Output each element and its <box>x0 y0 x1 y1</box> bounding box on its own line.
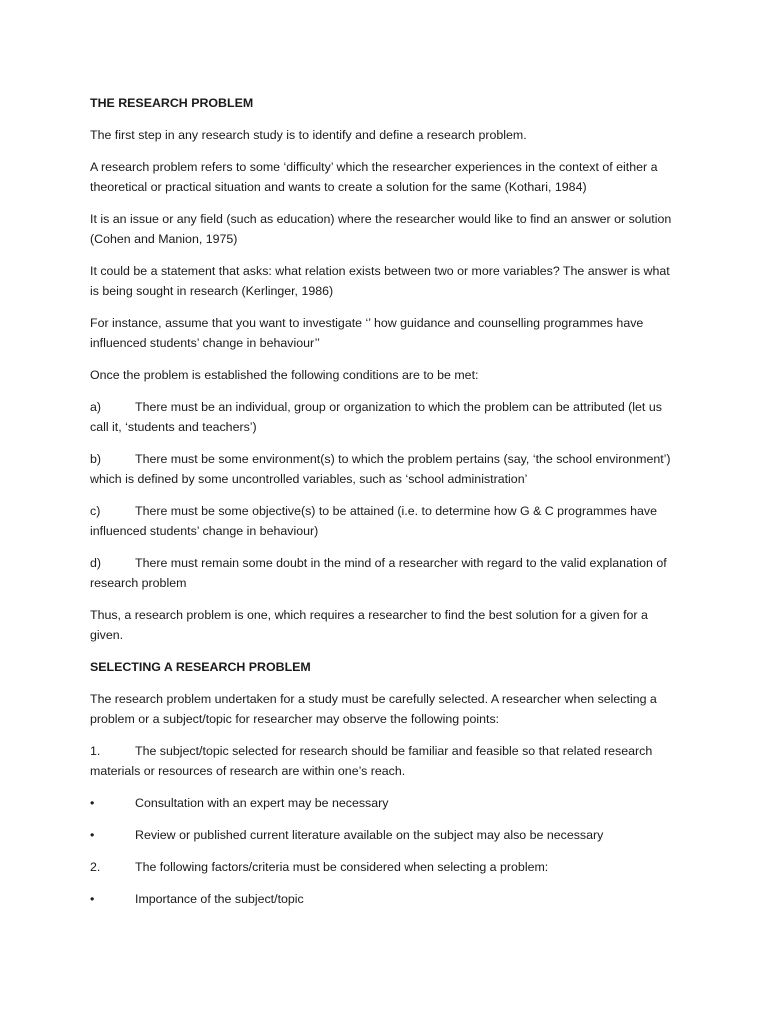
list-item-point-1 <box>90 741 680 781</box>
paragraph: It could be a statement that asks: what relation exists between two or more variables? The answer is what is being sought in research (Kerlinger, 1986) <box>90 264 670 298</box>
bullet-marker: • <box>90 828 95 842</box>
paragraph: The first step in any research study is to identify and define a research problem. <box>90 128 527 142</box>
list-item-text: There must be some objective(s) to be attained (i.e. to determine how G & C programmes have influenced students’ change in behaviour) <box>90 504 658 538</box>
paragraph: For instance, assume that you want to investigate ‘’ how guidance and counselling programmes have influenced students’ change in behaviour’’ <box>90 316 644 350</box>
list-item-text: There must be an individual, group or organization to which the problem can be attributed (let us call it, ‘students and teachers’) <box>90 400 662 434</box>
list-marker: 2. <box>90 860 101 874</box>
list-item-text: Review or published current literature available on the subject may also be necessary <box>135 828 604 842</box>
document-page <box>90 93 680 921</box>
list-item-bullet <box>90 889 680 909</box>
bullet-marker: • <box>90 796 95 810</box>
list-item-condition-c <box>90 501 680 541</box>
list-item-bullet <box>90 825 680 845</box>
list-item-text: The subject/topic selected for research should be familiar and feasible so that related research materials or resources of research are within one’s reach. <box>90 744 653 778</box>
paragraph: The research problem undertaken for a study must be carefully selected. A researcher when selecting a problem or a subject/topic for researcher may observe the following points: <box>90 692 657 726</box>
list-marker: 1. <box>90 744 101 758</box>
list-item-condition-a <box>90 397 680 437</box>
list-marker: c) <box>90 504 101 518</box>
paragraph: Thus, a research problem is one, which requires a researcher to find the best solution for a given for a given. <box>90 608 648 642</box>
paragraph: It is an issue or any field (such as education) where the researcher would like to find an answer or solution (Cohen and Manion, 1975) <box>90 212 672 246</box>
list-item-text: Consultation with an expert may be necessary <box>135 796 389 810</box>
paragraph: Once the problem is established the following conditions are to be met: <box>90 368 479 382</box>
list-item-text: Importance of the subject/topic <box>135 892 304 906</box>
bullet-marker: • <box>90 892 95 906</box>
list-marker: d) <box>90 556 102 570</box>
list-item-text: There must remain some doubt in the mind of a researcher with regard to the valid explanation of research problem <box>90 556 667 590</box>
list-item-point-2 <box>90 857 680 877</box>
list-item-text: There must be some environment(s) to which the problem pertains (say, ‘the school environment’) which is defined by some uncontrolled variables, such as ‘school administration’ <box>90 452 671 486</box>
section-heading-selecting-problem: SELECTING A RESEARCH PROBLEM <box>90 660 311 674</box>
list-item-bullet <box>90 793 680 813</box>
list-item-condition-b <box>90 449 680 489</box>
list-item-text: The following factors/criteria must be considered when selecting a problem: <box>135 860 549 874</box>
list-item-condition-d <box>90 553 680 593</box>
paragraph: A research problem refers to some ‘difficulty’ which the researcher experiences in the context of either a theoretical or practical situation and wants to create a solution for the same (Kothari, 1984) <box>90 160 658 194</box>
section-heading-research-problem: THE RESEARCH PROBLEM <box>90 96 254 110</box>
list-marker: b) <box>90 452 102 466</box>
list-marker: a) <box>90 400 102 414</box>
